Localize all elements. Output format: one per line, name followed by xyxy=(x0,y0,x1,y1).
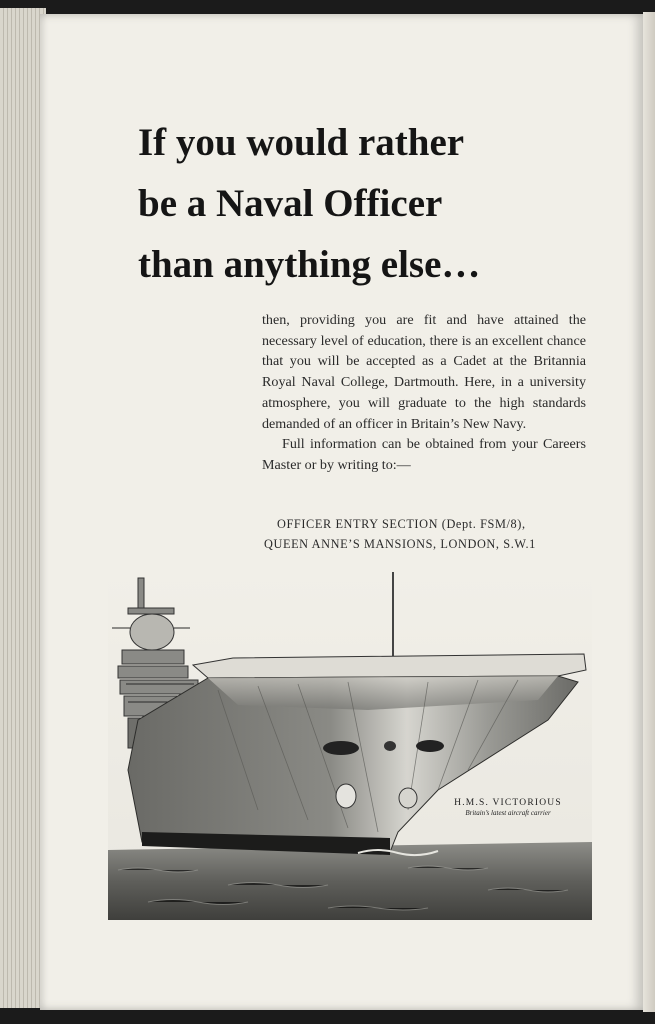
headline xyxy=(138,112,608,295)
body-copy xyxy=(262,310,586,476)
photo-caption xyxy=(428,798,588,817)
body-paragraph: then, providing you are fit and have attained the necessary level of education, there is an excellent chance that you will be accepted as a Cadet at the Britannia Royal Naval College, Dartmouth. Here, in a university atmosphere, you will graduate to the high standards demanded of an officer in Britain’s New Navy. xyxy=(262,312,586,432)
book-binding-edge xyxy=(643,12,655,1012)
headline-line: be a Naval Officer xyxy=(138,182,443,225)
mailing-address xyxy=(264,514,588,554)
address-line: QUEEN ANNE’S MANSIONS, LONDON, S.W.1 xyxy=(264,537,536,551)
caption-subtitle: Britain’s latest aircraft carrier xyxy=(465,809,551,817)
headline-line: than anything else… xyxy=(138,243,481,286)
address-line: OFFICER ENTRY SECTION (Dept. FSM/8), xyxy=(277,517,526,531)
aircraft-carrier-photo xyxy=(108,570,592,920)
body-paragraph: Full information can be obtained from your Careers Master or by writing to:— xyxy=(262,436,586,473)
caption-title: H.M.S. VICTORIOUS xyxy=(454,798,562,808)
headline-line: If you would rather xyxy=(138,121,465,164)
